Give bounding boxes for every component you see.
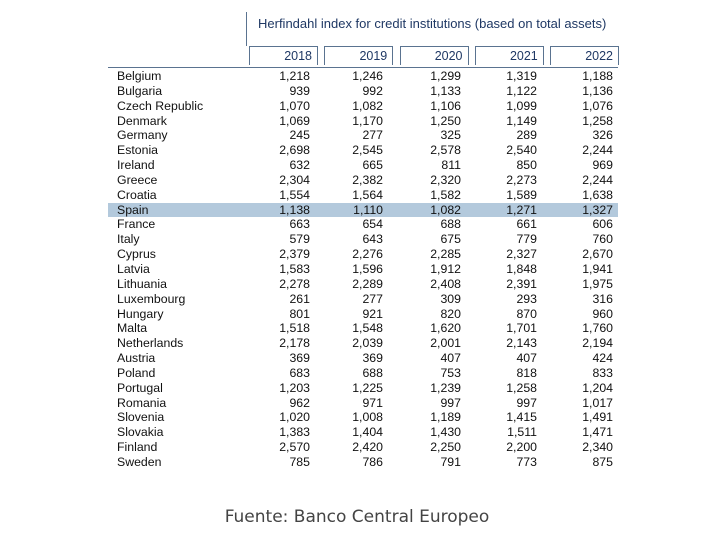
index-value: 2,244 (582, 143, 613, 158)
index-value: 1,250 (430, 113, 461, 128)
table-row (108, 99, 618, 114)
index-value: 1,008 (352, 410, 383, 425)
country-name: Czech Republic (117, 98, 204, 113)
index-value: 2,698 (279, 143, 310, 158)
index-value: 2,178 (279, 336, 310, 351)
country-name: France (117, 217, 156, 232)
index-value: 688 (362, 365, 383, 380)
index-value: 811 (441, 158, 461, 173)
table-row (108, 173, 618, 188)
index-value: 661 (516, 217, 537, 232)
year-header: 2020 (400, 46, 469, 65)
table-row (108, 307, 618, 322)
index-value: 2,039 (352, 336, 383, 351)
index-value: 1,106 (430, 98, 461, 113)
table-row (108, 321, 618, 336)
country-name: Belgium (117, 69, 162, 83)
table-row (108, 247, 618, 262)
index-value: 2,382 (352, 172, 383, 187)
index-value: 1,271 (506, 202, 537, 217)
index-value: 1,138 (279, 202, 310, 217)
table-row (108, 425, 618, 440)
country-name: Ireland (117, 158, 155, 173)
index-value: 1,170 (352, 113, 383, 128)
index-value: 1,383 (279, 425, 310, 440)
index-value: 683 (289, 365, 310, 380)
table-row (108, 188, 618, 203)
index-value: 2,320 (430, 172, 461, 187)
country-name: Portugal (117, 380, 163, 395)
index-value: 1,554 (279, 187, 310, 202)
index-value: 1,404 (352, 425, 383, 440)
table-row (108, 351, 618, 366)
index-value: 369 (289, 351, 310, 366)
index-value: 1,564 (352, 187, 383, 202)
table-row (108, 440, 618, 455)
table-row (108, 84, 618, 99)
country-name: Cyprus (117, 247, 156, 262)
table-row (108, 69, 618, 84)
index-value: 921 (362, 306, 383, 321)
header-divider (246, 12, 247, 46)
country-name: Netherlands (117, 336, 184, 351)
index-value: 2,276 (352, 247, 383, 262)
country-name: Romania (117, 395, 167, 410)
table-row (108, 366, 618, 381)
index-value: 1,069 (279, 113, 310, 128)
table-row (108, 232, 618, 247)
index-value: 1,912 (430, 261, 461, 276)
country-name: Poland (117, 365, 156, 380)
index-value: 760 (592, 232, 613, 247)
index-value: 1,548 (352, 321, 383, 336)
index-value: 1,941 (582, 261, 613, 276)
index-value: 1,760 (582, 321, 613, 336)
index-value: 850 (516, 158, 537, 173)
index-value: 870 (516, 306, 537, 321)
index-value: 1,415 (506, 410, 537, 425)
index-value: 2,001 (430, 336, 461, 351)
country-name: Germany (117, 128, 168, 143)
index-value: 1,020 (279, 410, 310, 425)
index-value: 663 (289, 217, 310, 232)
index-value: 245 (289, 128, 310, 143)
index-value: 786 (362, 454, 383, 469)
index-value: 801 (289, 306, 310, 321)
index-value: 1,258 (506, 380, 537, 395)
index-value: 424 (592, 351, 613, 366)
index-value: 606 (592, 217, 613, 232)
index-value: 833 (592, 365, 613, 380)
index-value: 939 (289, 83, 310, 98)
table-row (108, 217, 618, 232)
year-header: 2019 (324, 46, 393, 65)
table-title: Herfindahl index for credit institutions (based on total assets) (258, 16, 607, 31)
index-value: 369 (362, 351, 383, 366)
index-value: 1,511 (507, 425, 537, 440)
table-row (108, 203, 618, 218)
index-value: 1,583 (279, 261, 310, 276)
table-row (108, 336, 618, 351)
header-rule (108, 67, 618, 68)
index-value: 1,319 (506, 69, 537, 83)
index-value: 1,975 (582, 276, 613, 291)
index-value: 791 (440, 454, 461, 469)
index-value: 277 (362, 291, 383, 306)
country-name: Croatia (117, 187, 157, 202)
index-value: 820 (440, 306, 461, 321)
country-name: Greece (117, 172, 158, 187)
index-value: 654 (362, 217, 383, 232)
country-name: Slovakia (117, 425, 164, 440)
index-value: 1,589 (506, 187, 537, 202)
index-value: 2,408 (430, 276, 461, 291)
index-value: 1,246 (352, 69, 383, 83)
index-value: 1,204 (582, 380, 613, 395)
table-row (108, 114, 618, 129)
index-value: 2,570 (279, 440, 310, 455)
country-name: Denmark (117, 113, 167, 128)
index-value: 992 (362, 83, 383, 98)
country-name: Italy (117, 232, 140, 247)
index-value: 962 (289, 395, 310, 410)
country-name: Latvia (117, 261, 150, 276)
index-value: 675 (440, 232, 461, 247)
index-value: 1,239 (430, 380, 461, 395)
table-row (108, 143, 618, 158)
index-value: 2,244 (582, 172, 613, 187)
index-value: 779 (516, 232, 537, 247)
index-value: 2,304 (279, 172, 310, 187)
country-name: Malta (117, 321, 148, 336)
table-row (108, 158, 618, 173)
index-value: 665 (362, 158, 383, 173)
index-value: 818 (516, 365, 537, 380)
index-value: 773 (516, 454, 537, 469)
country-name: Luxembourg (117, 291, 186, 306)
index-value: 407 (516, 351, 537, 366)
index-value: 1,620 (430, 321, 461, 336)
index-value: 1,082 (430, 202, 461, 217)
index-value: 1,225 (352, 380, 383, 395)
index-value: 997 (440, 395, 461, 410)
index-value: 2,250 (430, 440, 461, 455)
index-value: 2,540 (506, 143, 537, 158)
index-value: 2,379 (279, 247, 310, 262)
index-value: 1,070 (279, 98, 310, 113)
country-name: Bulgaria (117, 83, 163, 98)
index-value: 2,391 (506, 276, 537, 291)
index-value: 1,701 (506, 321, 537, 336)
table-row (108, 128, 618, 143)
country-name: Slovenia (117, 410, 165, 425)
index-value: 1,099 (506, 98, 537, 113)
index-value: 326 (592, 128, 613, 143)
index-value: 261 (289, 291, 310, 306)
index-value: 785 (289, 454, 310, 469)
country-name: Lithuania (117, 276, 167, 291)
index-value: 293 (516, 291, 537, 306)
year-header: 2021 (475, 46, 544, 65)
table-row (108, 262, 618, 277)
index-value: 2,143 (506, 336, 537, 351)
index-value: 1,596 (352, 261, 383, 276)
index-value: 1,136 (582, 83, 613, 98)
index-value: 1,638 (582, 187, 613, 202)
index-value: 960 (592, 306, 613, 321)
index-value: 2,340 (582, 440, 613, 455)
index-value: 1,582 (430, 187, 461, 202)
index-value: 407 (440, 351, 461, 366)
index-value: 579 (289, 232, 310, 247)
country-name: Estonia (117, 143, 159, 158)
index-value: 1,491 (582, 410, 613, 425)
country-name: Finland (117, 440, 158, 455)
table-row (108, 396, 618, 411)
index-value: 1,218 (279, 69, 310, 83)
index-value: 997 (516, 395, 537, 410)
index-value: 1,189 (430, 410, 461, 425)
country-name: Sweden (117, 454, 162, 469)
year-header-row (249, 46, 619, 66)
index-value: 1,122 (506, 83, 537, 98)
index-value: 2,285 (430, 247, 461, 262)
index-value: 2,670 (582, 247, 613, 262)
table-row (108, 381, 618, 396)
index-value: 2,545 (352, 143, 383, 158)
index-value: 1,471 (582, 425, 613, 440)
index-value: 632 (289, 158, 310, 173)
index-value: 1,017 (582, 395, 613, 410)
year-header: 2018 (249, 46, 318, 65)
index-value: 1,133 (430, 83, 461, 98)
country-name: Spain (117, 202, 149, 217)
index-value: 2,278 (279, 276, 310, 291)
index-value: 971 (362, 395, 383, 410)
index-value: 2,578 (430, 143, 461, 158)
index-value: 2,327 (506, 247, 537, 262)
index-value: 875 (592, 454, 613, 469)
index-value: 289 (516, 128, 537, 143)
index-value: 1,203 (279, 380, 310, 395)
index-value: 2,194 (582, 336, 613, 351)
index-value: 325 (440, 128, 461, 143)
table-row (108, 277, 618, 292)
index-value: 1,327 (582, 202, 613, 217)
index-value: 753 (440, 365, 461, 380)
source-caption: Fuente: Banco Central Europeo (224, 507, 490, 527)
index-value: 2,200 (506, 440, 537, 455)
index-value: 643 (362, 232, 383, 247)
data-table-body (108, 69, 618, 470)
table-row (108, 410, 618, 425)
index-value: 1,149 (506, 113, 537, 128)
index-value: 1,076 (582, 98, 613, 113)
year-header: 2022 (550, 46, 619, 65)
index-value: 1,188 (582, 69, 613, 83)
country-name: Hungary (117, 306, 164, 321)
index-value: 277 (362, 128, 383, 143)
country-name: Austria (117, 351, 156, 366)
index-value: 309 (440, 291, 461, 306)
index-value: 2,289 (352, 276, 383, 291)
index-value: 2,273 (506, 172, 537, 187)
index-value: 1,430 (430, 425, 461, 440)
table-row (108, 292, 618, 307)
index-value: 2,420 (352, 440, 383, 455)
table-row (108, 455, 618, 470)
index-value: 1,110 (353, 202, 383, 217)
index-value: 1,258 (582, 113, 613, 128)
index-value: 688 (440, 217, 461, 232)
index-value: 1,299 (430, 69, 461, 83)
index-value: 316 (592, 291, 613, 306)
index-value: 1,848 (506, 261, 537, 276)
index-value: 1,518 (279, 321, 310, 336)
index-value: 1,082 (352, 98, 383, 113)
index-value: 969 (592, 158, 613, 173)
